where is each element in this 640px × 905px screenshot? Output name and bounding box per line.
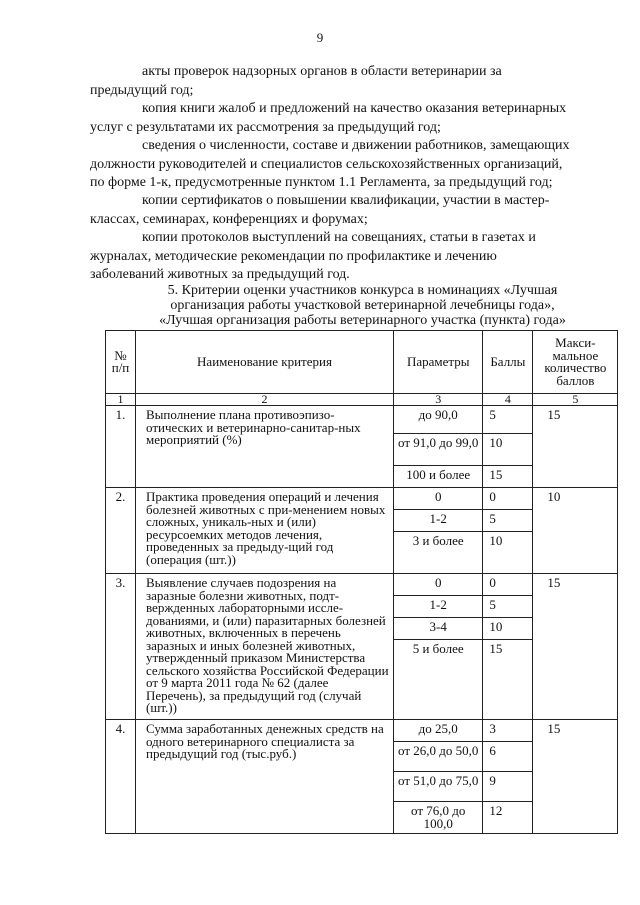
header-params: Параметры	[394, 331, 483, 394]
param-value: от 76,0 до 100,0	[394, 802, 483, 834]
intro-line: классах, семинарах, конференциях и форумах;	[90, 211, 368, 227]
caption-line: «Лучшая организация работы ветеринарного участка (пункта) года»	[159, 313, 566, 328]
intro-line: предыдущий год;	[90, 82, 194, 98]
param-value: 0	[394, 574, 483, 596]
param-value: от 51,0 до 75,0	[394, 772, 483, 802]
column-index: 2	[136, 394, 394, 406]
max-score: 10	[533, 488, 618, 574]
table-row	[106, 406, 618, 434]
param-value: 1-2	[394, 596, 483, 618]
column-index: 5	[533, 394, 618, 406]
table-row	[106, 574, 618, 596]
header-number: № п/п	[106, 331, 136, 394]
page-number: 9	[316, 30, 324, 45]
param-value: 0	[394, 488, 483, 510]
intro-line: услуг с результатами их рассмотрения за предыдущий год;	[90, 119, 441, 135]
max-score: 15	[533, 574, 618, 720]
score-value: 3	[483, 720, 533, 742]
intro-line: по форме 1-к, предусмотренные пунктом 1.1 Регламента, за предыдущий год;	[90, 175, 553, 190]
intro-paragraph-3	[90, 137, 605, 193]
param-value: 5 и более	[394, 640, 483, 720]
score-value: 10	[483, 618, 533, 640]
header-name: Наименование критерия	[136, 331, 394, 394]
caption-line: организация работы участковой ветеринарной лечебницы года»,	[170, 298, 555, 313]
criterion-name: Выявление случаев подозрения на заразные болезни животных, подт-вержденных лабораторными иссле-дованиями, и (или) паразитарных болезней животных, включенных в перечень заразных и иных болезней животных, утвержденный приказом Министерства сельского хозяйства Российской Федерации от 9 марта 2011 года № 62 (далее Перечень), за предыдущий год (случай (шт.))	[136, 574, 394, 720]
header-score: Баллы	[483, 331, 533, 394]
param-value: 3 и более	[394, 532, 483, 574]
score-value: 6	[483, 742, 533, 772]
param-value: до 90,0	[394, 406, 483, 434]
table-row	[106, 720, 618, 742]
score-value: 5	[483, 406, 533, 434]
intro-paragraph-4	[90, 192, 605, 229]
param-value: 3-4	[394, 618, 483, 640]
intro-line: копии протоколов выступлений на совещаниях, статьи в газетах и	[142, 230, 536, 245]
intro-line: журналах, методические рекомендации по профилактике и лечению	[90, 248, 497, 264]
param-value: 1-2	[394, 510, 483, 532]
criteria-table	[105, 330, 618, 834]
score-value: 0	[483, 574, 533, 596]
score-value: 15	[483, 640, 533, 720]
score-value: 15	[483, 466, 533, 488]
intro-line: заболеваний животных за предыдущий год.	[90, 267, 350, 282]
column-index: 1	[106, 394, 136, 406]
intro-line: копии сертификатов о повышении квалификации, участии в мастер-	[142, 193, 550, 208]
intro-line: копия книги жалоб и предложений на качество оказания ветеринарных	[142, 101, 567, 116]
score-value: 10	[483, 532, 533, 574]
column-index: 4	[483, 394, 533, 406]
criterion-name: Выполнение плана противоэпизо-отических и ветеринарно-санитар-ных мероприятий (%)	[136, 406, 394, 488]
row-number: 1.	[106, 406, 136, 488]
intro-paragraph-2	[90, 100, 605, 137]
param-value: 100 и более	[394, 466, 483, 488]
row-number: 2.	[106, 488, 136, 574]
intro-line: должности руководителей и специалистов сельскохозяйственных организаций,	[90, 156, 563, 172]
header-max: Макси-мальное количество баллов	[533, 331, 618, 394]
intro-line: сведения о численности, составе и движении работников, замещающих	[142, 138, 570, 153]
caption-line: 5. Критерии оценки участников конкурса в номинациях «Лучшая	[167, 283, 558, 298]
column-index-row	[106, 394, 618, 406]
score-value: 5	[483, 596, 533, 618]
score-value: 12	[483, 802, 533, 834]
score-value: 5	[483, 510, 533, 532]
criterion-name: Практика проведения операций и лечения болезней животных с при-менением новых сложных, уникаль-ных и (или) ресурсоемких методов лечения, проведенных за предыду-щий год (операция (шт.))	[136, 488, 394, 574]
score-value: 10	[483, 434, 533, 466]
score-value: 9	[483, 772, 533, 802]
param-value: от 26,0 до 50,0	[394, 742, 483, 772]
intro-paragraph-1	[90, 63, 605, 100]
param-value: от 91,0 до 99,0	[394, 434, 483, 466]
max-score: 15	[533, 406, 618, 488]
intro-paragraph-5	[90, 229, 605, 285]
row-number: 4.	[106, 720, 136, 834]
table-header-row	[106, 331, 618, 394]
criterion-name: Сумма заработанных денежных средств на одного ветеринарного специалиста за предыдущий год (тыс.руб.)	[136, 720, 394, 834]
column-index: 3	[394, 394, 483, 406]
intro-line: акты проверок надзорных органов в области ветеринарии за	[142, 64, 502, 79]
table-row	[106, 488, 618, 510]
section-caption	[120, 283, 605, 328]
score-value: 0	[483, 488, 533, 510]
param-value: до 25,0	[394, 720, 483, 742]
row-number: 3.	[106, 574, 136, 720]
max-score: 15	[533, 720, 618, 834]
